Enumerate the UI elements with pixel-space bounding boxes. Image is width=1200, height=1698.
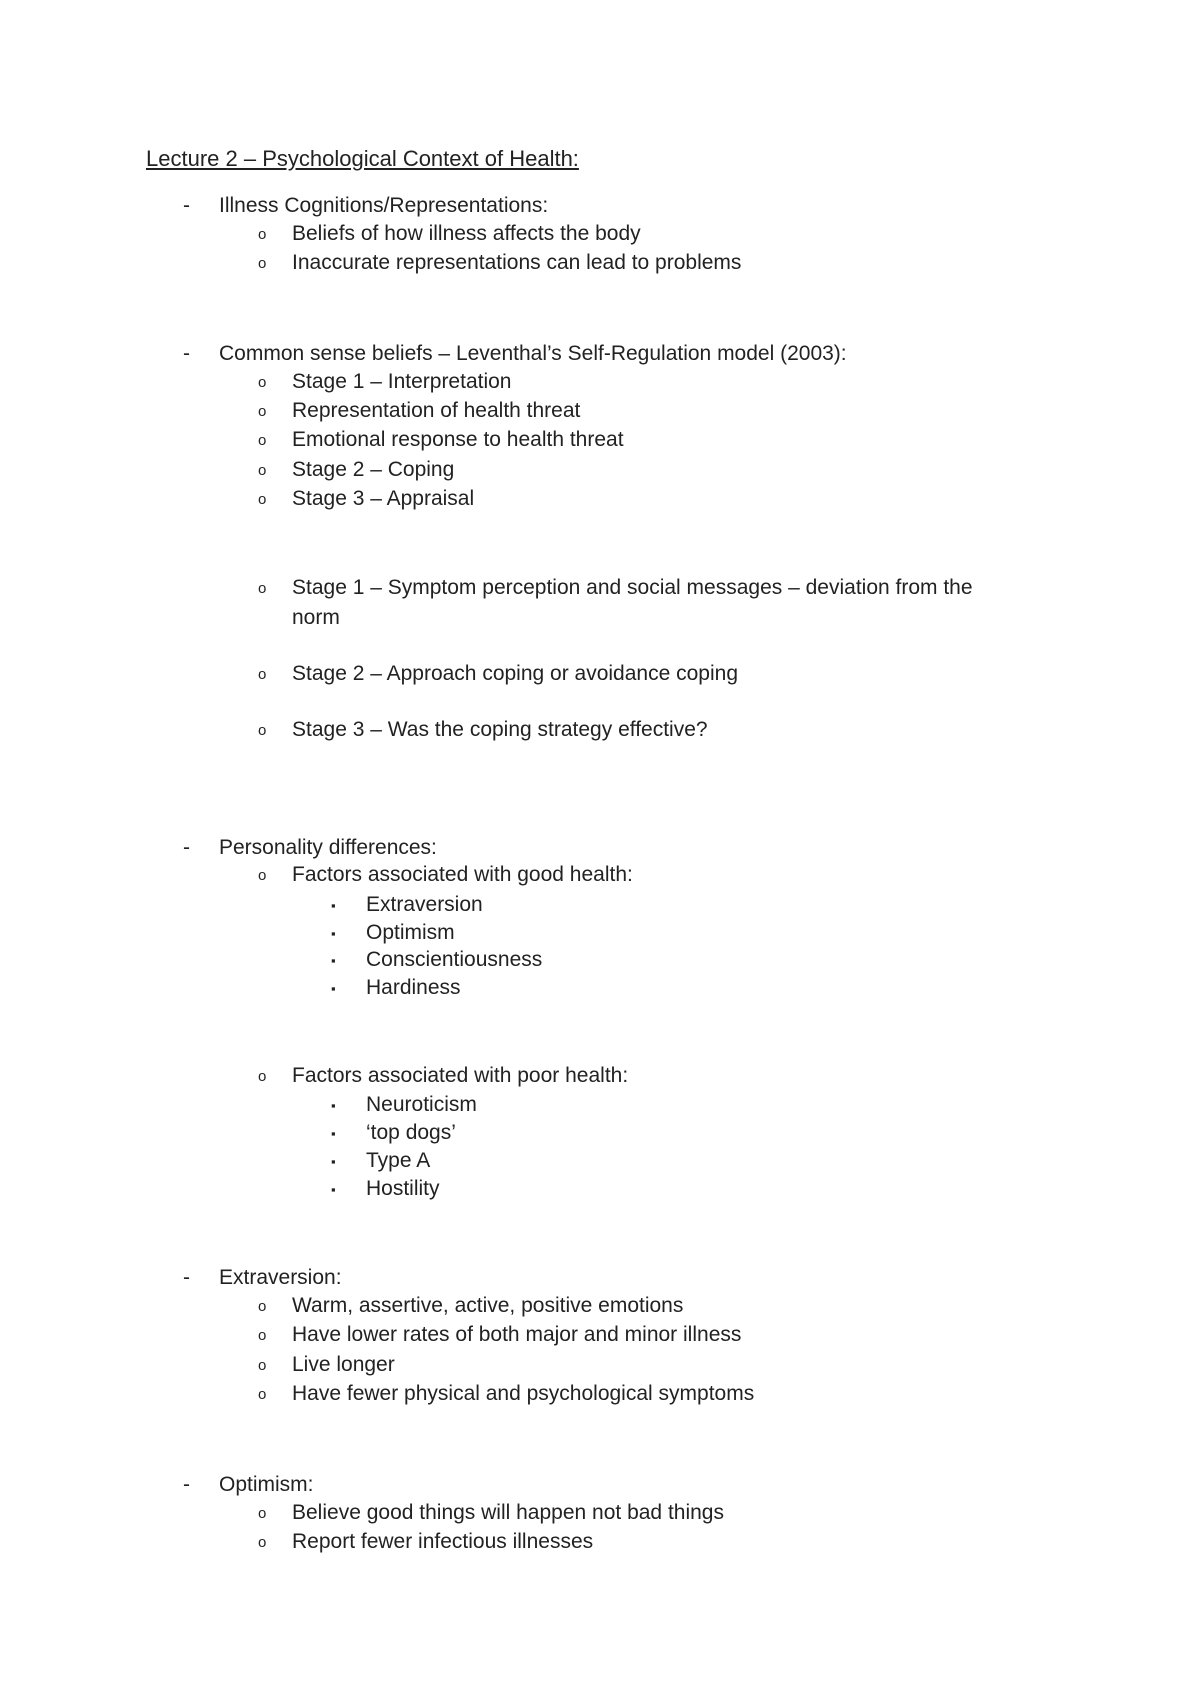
sub-list-item: Optimism	[366, 921, 455, 944]
circle-bullet: o	[258, 403, 267, 420]
list-item: Inaccurate representations can lead to problems	[292, 251, 742, 274]
square-bullet: ▪	[331, 981, 336, 996]
list-item: Stage 1 – Symptom perception and social messages – deviation from the	[292, 576, 973, 599]
circle-bullet: o	[258, 491, 267, 508]
sub-list-item: Type A	[366, 1149, 431, 1172]
circle-bullet: o	[258, 462, 267, 479]
circle-bullet: o	[258, 1357, 267, 1374]
dash-bullet: -	[183, 342, 190, 365]
sub-list-item: Hardiness	[366, 976, 461, 999]
square-bullet: ▪	[331, 1154, 336, 1169]
circle-bullet: o	[258, 666, 267, 683]
circle-bullet: o	[258, 374, 267, 391]
list-item: Factors associated with poor health:	[292, 1064, 629, 1087]
list-item: Emotional response to health threat	[292, 428, 624, 451]
square-bullet: ▪	[331, 1098, 336, 1113]
circle-bullet: o	[258, 1534, 267, 1551]
circle-bullet: o	[258, 1327, 267, 1344]
circle-bullet: o	[258, 226, 267, 243]
circle-bullet: o	[258, 255, 267, 272]
circle-bullet: o	[258, 580, 267, 597]
list-item: Warm, assertive, active, positive emotions	[292, 1294, 684, 1317]
section-heading-extraversion: Extraversion:	[219, 1266, 342, 1289]
list-item: Have fewer physical and psychological symptoms	[292, 1382, 755, 1405]
list-item: Report fewer infectious illnesses	[292, 1530, 594, 1553]
dash-bullet: -	[183, 1473, 190, 1496]
square-bullet: ▪	[331, 1182, 336, 1197]
list-item: Have lower rates of both major and minor illness	[292, 1323, 742, 1346]
square-bullet: ▪	[331, 926, 336, 941]
list-item: Stage 2 – Approach coping or avoidance coping	[292, 662, 738, 685]
list-item: Live longer	[292, 1353, 395, 1376]
list-item: Believe good things will happen not bad things	[292, 1501, 724, 1524]
sub-list-item: Neuroticism	[366, 1093, 477, 1116]
sub-list-item: ‘top dogs’	[366, 1121, 456, 1144]
list-item: Representation of health threat	[292, 399, 581, 422]
circle-bullet: o	[258, 1386, 267, 1403]
square-bullet: ▪	[331, 898, 336, 913]
dash-bullet: -	[183, 1266, 190, 1289]
sub-list-item: Conscientiousness	[366, 948, 543, 971]
section-heading-common-sense: Common sense beliefs – Leventhal’s Self-Regulation model (2003):	[219, 342, 847, 365]
circle-bullet: o	[258, 722, 267, 739]
sub-list-item: Hostility	[366, 1177, 440, 1200]
square-bullet: ▪	[331, 953, 336, 968]
section-heading-personality: Personality differences:	[219, 836, 437, 859]
section-heading-illness: Illness Cognitions/Representations:	[219, 194, 549, 217]
list-item: Stage 2 – Coping	[292, 458, 455, 481]
list-item: Stage 1 – Interpretation	[292, 370, 512, 393]
list-item-continuation: norm	[292, 606, 340, 629]
circle-bullet: o	[258, 867, 267, 884]
circle-bullet: o	[258, 1505, 267, 1522]
list-item: Stage 3 – Was the coping strategy effective?	[292, 718, 708, 741]
square-bullet: ▪	[331, 1126, 336, 1141]
dash-bullet: -	[183, 836, 190, 859]
page-title: Lecture 2 – Psychological Context of Health:	[146, 146, 579, 171]
circle-bullet: o	[258, 1068, 267, 1085]
sub-list-item: Extraversion	[366, 893, 483, 916]
list-item: Beliefs of how illness affects the body	[292, 222, 641, 245]
dash-bullet: -	[183, 194, 190, 217]
list-item: Stage 3 – Appraisal	[292, 487, 475, 510]
circle-bullet: o	[258, 432, 267, 449]
list-item: Factors associated with good health:	[292, 863, 633, 886]
section-heading-optimism: Optimism:	[219, 1473, 314, 1496]
circle-bullet: o	[258, 1298, 267, 1315]
